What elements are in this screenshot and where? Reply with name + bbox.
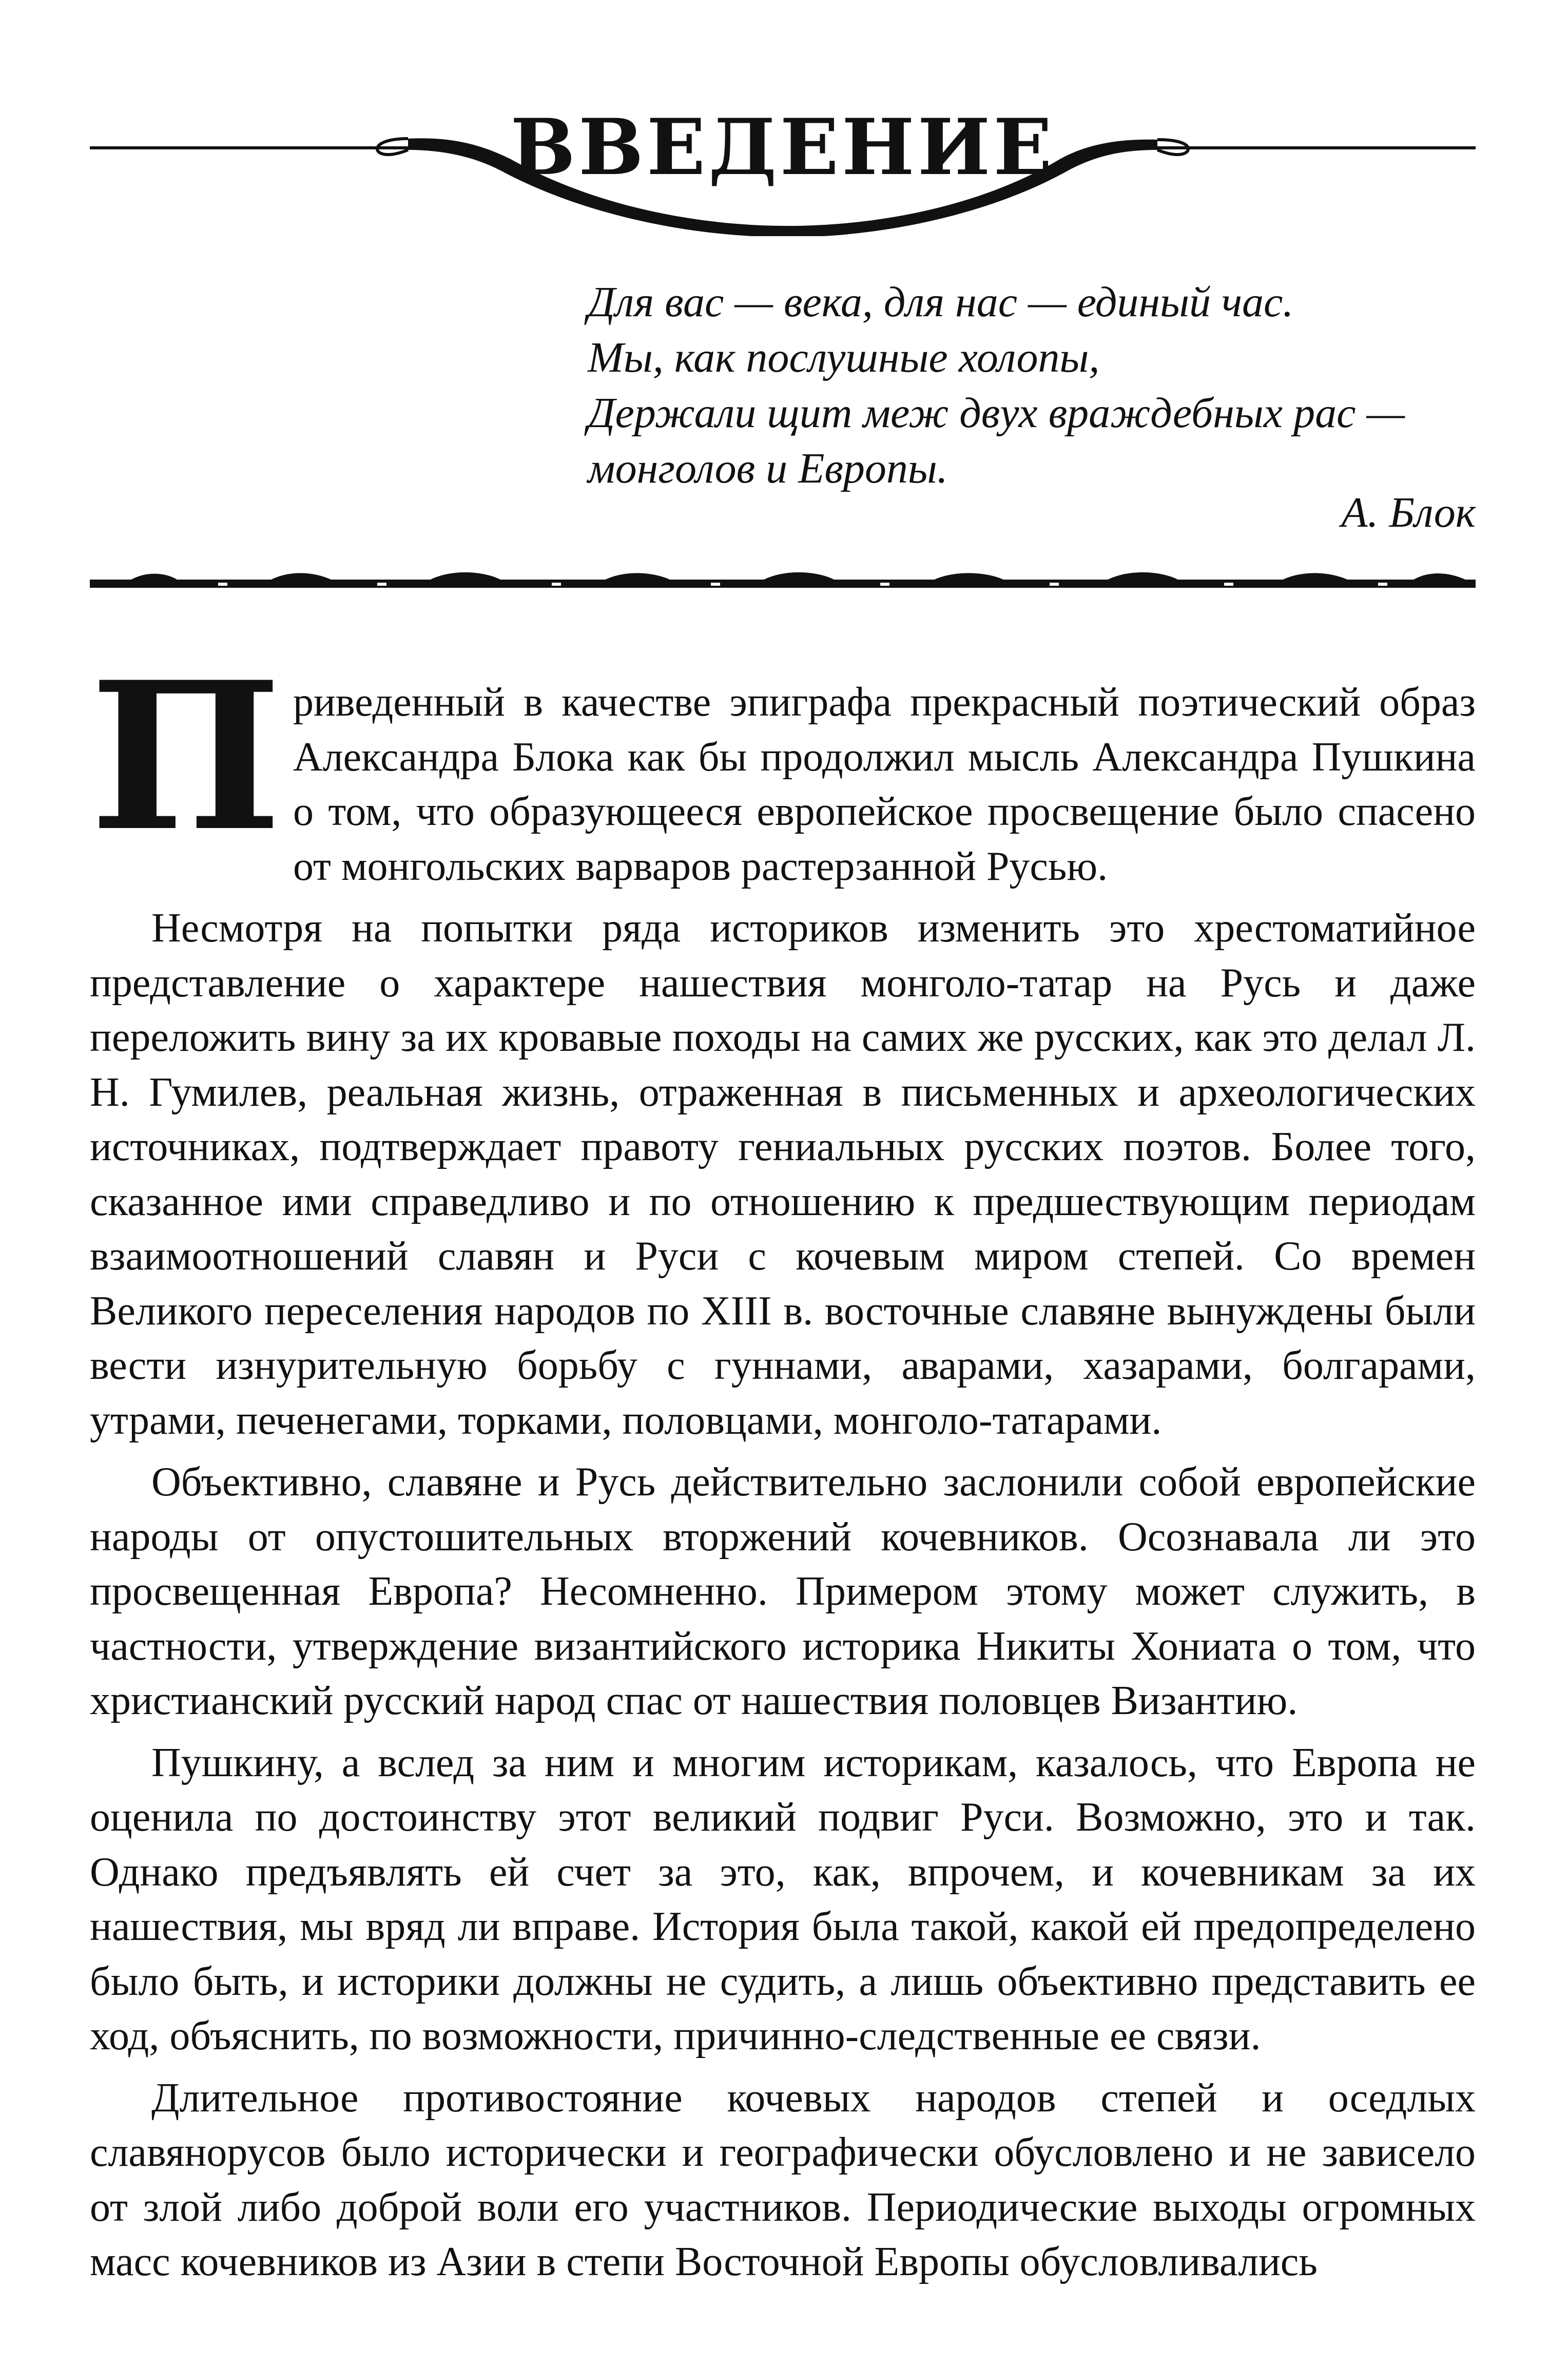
paragraph: Пушкину, а вслед за ним и многим историкам, казалось, что Европа не оценила по достоинству этот великий подвиг Руси. Возможно, это и так. Однако предъявлять ей счет за это, как, впрочем, и кочевникам за их нашествия, мы вряд ли вправе. История была такой, какой ей предопределено было быть, и историки должны не судить, а лишь объективно представить ее ход, объяснить, по возможности, причинно-следственные ее связи. [90,1740,1476,2059]
epigraph-line: монголов и Европы. [588,445,948,492]
divider-ornament [90,567,1476,598]
epigraph-line: Для вас — века, для нас — единый час. [588,278,1294,326]
epigraph-line: Мы, как послушные холопы, [588,334,1100,381]
drop-cap: П [90,638,282,876]
body-text [90,638,1476,2297]
chapter-title: ВВЕДЕНИЕ [510,102,1055,193]
paragraph: Длительное противостояние кочевых народов степей и оседлых славянорусов было исторически и географически обусловлено и не зависело от злой либо доброй воли его участников. Периодические выходы огромных масс кочевников из Азии в степи Восточной Европы обусловливались [90,2075,1476,2284]
paragraph [90,638,1476,894]
paragraph: Объективно, славяне и Русь действительно заслонили собой европейские народы от опустошительных вторжений кочевников. Осознавала ли это просвещенная Европа? Несомненно. Примером этому может служить, в частности, утверждение византийского историка Никиты Хониата о том, что христианский русский народ спас от нашествия половцев Византию. [90,1459,1476,1723]
paragraph-text: риведенный в качестве эпиграфа прекрасный поэтический образ Александра Блока как бы продолжил мысль Александра Пушкина о том, что образующееся европейское просвещение было спасено от монгольских варваров растерзанной Русью. [293,680,1476,889]
epigraph-line: Держали щит меж двух враждебных рас — [588,389,1405,437]
chapter-header [90,103,1476,236]
paragraph: Несмотря на попытки ряда историков изменить это хрестоматийное представление о характере нашествия монголо-татар на Русь и даже переложить вину за их кровавые походы на самих же русских, как это делал Л. Н. Гумилев, реальная жизнь, отраженная в письменных и археологических источниках, подтверждает правоту гениальных русских поэтов. Более того, сказанное ими справедливо и по отношению к предшествующим периодам взаимоотношений славян и Руси с кочевым миром степей. Со времен Великого переселения народов по XIII в. восточные славяне вынуждены были вести изнурительную борьбу с гуннами, аварами, хазарами, болгарами, утрами, печенегами, торками, половцами, монголо-татарами. [90,906,1476,1443]
epigraph-author: А. Блок [1341,489,1476,536]
epigraph [588,275,1476,496]
